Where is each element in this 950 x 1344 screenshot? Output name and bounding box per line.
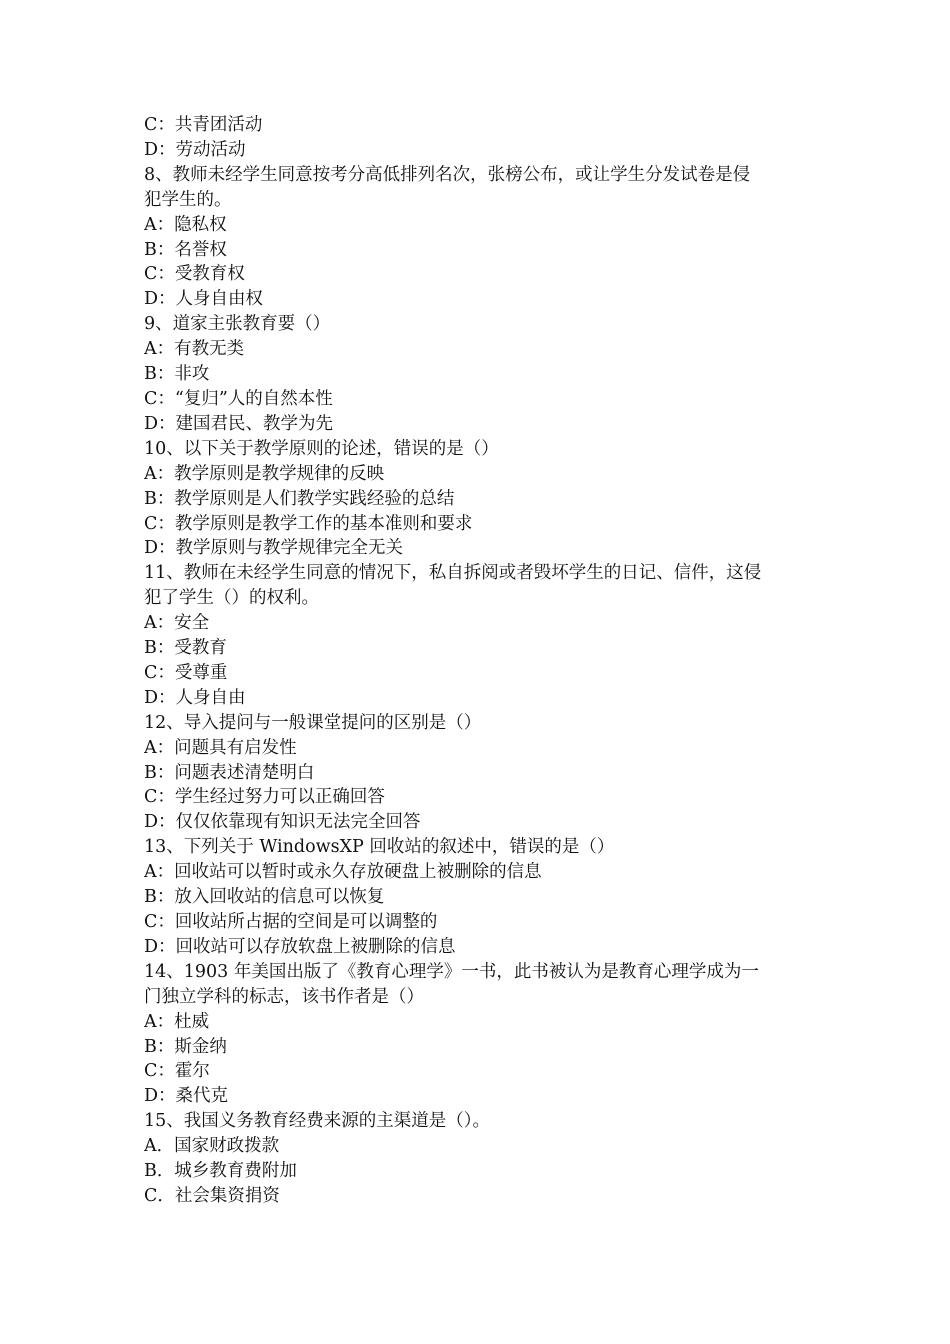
option: A．国家财政拨款	[144, 1136, 280, 1157]
option: A：有教无类	[144, 339, 245, 360]
document-page	[144, 113, 814, 1209]
option: B：教学原则是人们教学实践经验的总结	[144, 488, 455, 509]
option: C：受尊重	[144, 662, 228, 683]
option: C：霍尔	[144, 1061, 210, 1082]
option: C：“复归”人的自然本性	[144, 388, 333, 409]
text-line: 门独立学科的标志，该书作者是（）	[144, 986, 424, 1007]
question-15: 15、我国义务教育经费来源的主渠道是（）。	[144, 1111, 491, 1132]
question-13: 13、下列关于 WindowsXP 回收站的叙述中，错误的是（）	[144, 837, 615, 858]
option: A：安全	[144, 613, 210, 634]
option: B．城乡教育费附加	[144, 1161, 297, 1182]
option: B：放入回收站的信息可以恢复	[144, 887, 385, 908]
option: A：隐私权	[144, 214, 227, 235]
question-10: 10、以下关于教学原则的论述，错误的是（）	[144, 438, 499, 459]
option: B：斯金纳	[144, 1036, 227, 1057]
text-line: C：共青团活动	[144, 115, 263, 135]
question-14: 14、1903 年美国出版了《教育心理学》一书，此书被认为是教育心理学成为一	[144, 961, 759, 982]
option: A：教学原则是教学规律的反映	[144, 463, 385, 484]
option: D：教学原则与教学规律完全无关	[144, 538, 404, 559]
question-8: 8、教师未经学生同意按考分高低排列名次，张榜公布，或让学生分发试卷是侵	[144, 164, 751, 185]
text-line: D：劳动活动	[144, 139, 246, 160]
option: D：人身自由权	[144, 289, 264, 310]
option: B：名誉权	[144, 239, 227, 260]
option: A：问题具有启发性	[144, 737, 297, 758]
option: C．社会集资捐资	[144, 1185, 280, 1206]
option: D：回收站可以存放软盘上被删除的信息	[144, 936, 456, 957]
option: B：受教育	[144, 638, 227, 659]
question-9: 9、道家主张教育要（）	[144, 314, 331, 335]
option: D：建国君民、教学为先	[144, 413, 334, 434]
question-11: 11、教师在未经学生同意的情况下，私自拆阅或者毁坏学生的日记、信件，这侵	[144, 563, 762, 584]
option: C：教学原则是教学工作的基本准则和要求	[144, 513, 473, 534]
option: D：人身自由	[144, 687, 246, 708]
option: B：非攻	[144, 364, 210, 385]
question-12: 12、导入提问与一般课堂提问的区别是（）	[144, 712, 482, 733]
text-line: 犯学生的。	[144, 189, 232, 210]
text-line: 犯了学生（）的权利。	[144, 588, 319, 609]
option: D：仅仅依靠现有知识无法完全回答	[144, 812, 421, 833]
option: C：受教育权	[144, 264, 245, 285]
option: D：桑代克	[144, 1086, 229, 1107]
option: B：问题表述清楚明白	[144, 762, 315, 783]
option: C：学生经过努力可以正确回答	[144, 787, 385, 808]
option: A：回收站可以暂时或永久存放硬盘上被删除的信息	[144, 862, 542, 883]
option: C：回收站所占据的空间是可以调整的	[144, 912, 438, 932]
option: A：杜威	[144, 1011, 210, 1032]
